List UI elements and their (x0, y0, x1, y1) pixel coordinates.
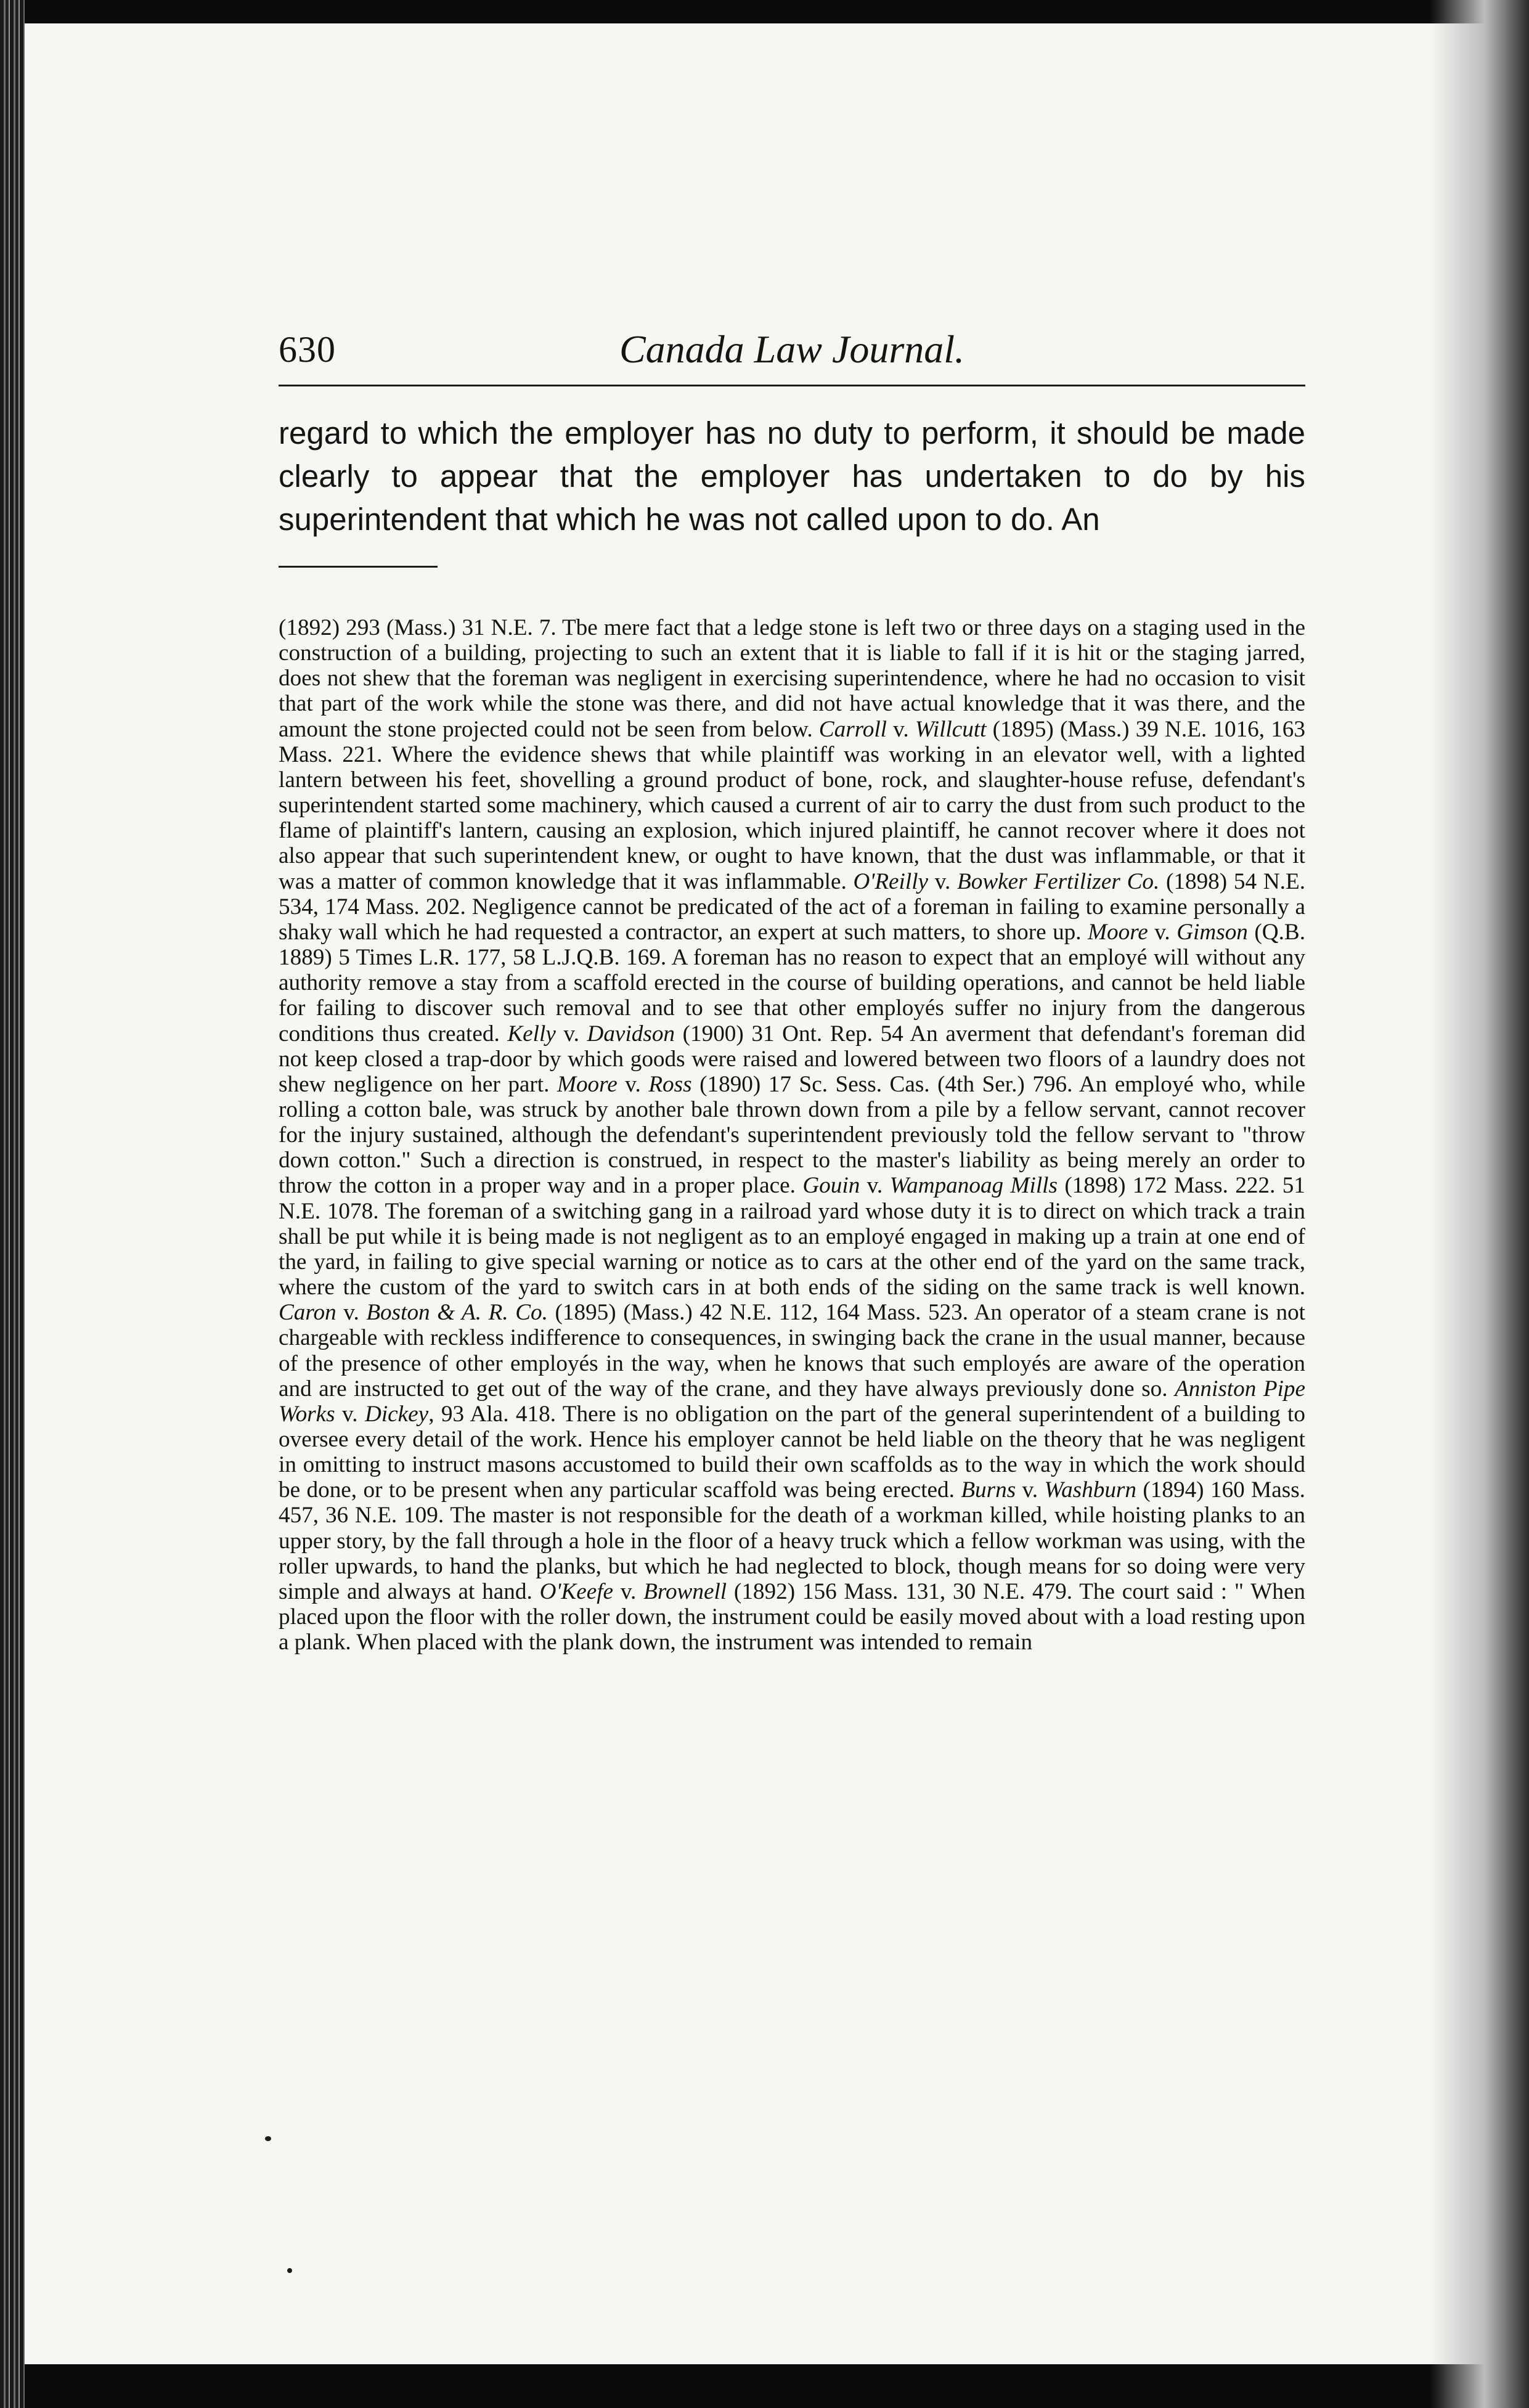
case-name: Willcutt (915, 716, 987, 742)
footnote-run: (1895) (Mass.) 39 N.E. 1016, 163 Mass. 221. Where the evidence shews that while plaintiff was working in an elevator well, with a lighted lantern between his feet, shovelling a ground product of bone, rock, and slaughter-house refuse, defendant's superintendent started some machinery, which caused a current of air to carry the dust from such product to the flame of plaintiff's lantern, causing an explosion, which injured plaintiff, he cannot recover where it does not also appear that such superintendent knew, or ought to have known, that the dust was inflammable, or that it was a matter of common knowledge that it was inflammable. (279, 716, 1305, 894)
case-name: Davidson (587, 1021, 675, 1047)
page-number: 630 (279, 329, 336, 370)
case-name: O'Keefe (539, 1578, 614, 1604)
case-name: Brownell (643, 1578, 727, 1604)
footnote-run: , 93 Ala. 418. There is no obligation on the part of the general superintendent of a building to oversee every detail of the work. Hence his employer cannot be held liable on the theory that he was negligent in omitting to instruct masons accustomed to build their own scaffolds as to the way in which the work should be done, or to be present when any particular scaffold was being erected. (279, 1401, 1305, 1503)
footnote-text (279, 615, 1305, 1655)
footnote-run: (1892) 156 Mass. 131, 30 N.E. 479. The court said : " When placed upon the floor with the roller down, the instrument could be easily moved about with a load resting upon a plank. When placed with the plank down, the instrument was intended to remain (279, 1578, 1305, 1655)
case-name: Caron (279, 1300, 336, 1326)
footnote-run: (1890) 17 Sc. Sess. Cas. (4th Ser.) 796. An employé who, while rolling a cotton bale, was struck by another bale thrown down from a pile by a fellow servant, cannot recover for the injury sustained, although the defendant's superintendent previously told the fellow servant to "throw down cotton." Such a direction is construed, in respect to the master's liability as being merely an order to throw the cotton in a proper way and in a proper place. (279, 1071, 1305, 1199)
case-name: Gimson (1176, 919, 1248, 945)
footnote-separator (279, 566, 438, 568)
footnote-run: v. (1148, 919, 1177, 945)
case-name: O'Reilly (853, 868, 929, 894)
footnote-run: (1892) 293 (Mass.) 31 N.E. 7. Tbe mere fact that a ledge stone is left two or three days on a staging used in the construction of a building, projecting to such an extent that it is liable to fall if it is hit or the staging jarred, does not shew that the foreman was negligent in exercising superintendence, where he had no occasion to visit that part of the work while the stone was there, and did not have actual knowledge that it was there, and the amount the stone projected could not be seen from below. (279, 615, 1305, 742)
footnote-run: (1895) (Mass.) 42 N.E. 112, 164 Mass. 523. An operator of a steam crane is not chargeable with reckless indifference to consequences, in swinging back the crane in the usual manner, because of the presence of other employés in the way, when he knows that such employés are aware of the operation and are instructed to get out of the way of the crane, and they have always previously done so. (279, 1300, 1305, 1402)
case-name: Boston & A. R. Co. (366, 1300, 548, 1326)
case-name: Burns (961, 1477, 1016, 1503)
footnote-run: (1898) 172 Mass. 222. 51 N.E. 1078. The foreman of a switching gang in a railroad yard whose duty it is to direct on which track a train shall be put while it is being made is not negligent as to an employé engaged in making up a train at one end of the yard, in failing to give special warning or notice as to cars at the other end of the yard on the same track, where the custom of the yard to switch cars in at both ends of the siding on the same track is well known. (279, 1173, 1305, 1300)
case-name: Wampanoag Mills (889, 1173, 1058, 1199)
case-name: Dickey (364, 1401, 429, 1427)
scan-speck (265, 2136, 271, 2141)
scan-speck (287, 2268, 292, 2273)
body-paragraph: regard to which the employer has no duty to perform, it should be made clearly to appear that the employer has undertaken to do by his superintendent that which he was not called upon to do. An (279, 415, 1305, 537)
footnote-run: v. (928, 868, 958, 894)
footnote-run: v. (613, 1578, 644, 1604)
scan-left-edge (0, 0, 25, 2408)
footnote-run: v. (335, 1401, 365, 1427)
case-name: Moore (1088, 919, 1148, 945)
case-name: Gouin (802, 1173, 860, 1199)
footnote-run: v. (617, 1071, 649, 1097)
running-title: Canada Law Journal. (619, 327, 965, 371)
case-name: Moore (557, 1071, 618, 1097)
footnote-run: v. (860, 1173, 890, 1199)
footnote-run: v. (555, 1021, 587, 1047)
case-name: Washburn (1044, 1477, 1136, 1503)
case-name: Anniston Pipe Works (279, 1376, 1305, 1427)
footnote-run: (Q.B. 1889) 5 Times L.R. 177, 58 L.J.Q.B. 169. A foreman has no reason to expect that an employé will without any authority remove a stay from a scaffold erected in the course of building operations, and cannot be held liable for failing to discover such removal and to see that other employés suffer no injury from the dangerous conditions thus created. (279, 919, 1305, 1047)
case-name: Ross (648, 1071, 692, 1097)
case-name: Bowker Fertilizer Co. (957, 868, 1160, 894)
case-name: Carroll (818, 716, 887, 742)
footnote-run: v. (887, 716, 915, 742)
footnote-run: (1900) 31 Ont. Rep. 54 An averment that defendant's foreman did not keep closed a trap-door by which goods were raised and lowered between two floors of a laundry does not shew negligence on her part. (279, 1021, 1306, 1097)
case-name: Kelly (507, 1021, 556, 1047)
footnote-run: v. (336, 1300, 367, 1326)
footnote-run: (1894) 160 Mass. 457, 36 N.E. 109. The master is not responsible for the death of a workman killed, while hoisting planks to an upper story, by the fall through a hole in the floor of a heavy truck which a fellow workman was using, with the roller upwards, to hand the planks, but which he had neglected to block, though means for so doing were very simple and always at hand. (279, 1477, 1305, 1604)
page-header (279, 322, 1305, 383)
scan-right-edge (1430, 0, 1529, 2408)
footnote-run: v. (1016, 1477, 1045, 1503)
header-rule (279, 385, 1305, 386)
footnote-run: (1898) 54 N.E. 534, 174 Mass. 202. Negligence cannot be predicated of the act of a foreman in failing to examine personally a shaky wall which he had requested a contractor, an expert at such matters, to shore up. (279, 868, 1305, 945)
